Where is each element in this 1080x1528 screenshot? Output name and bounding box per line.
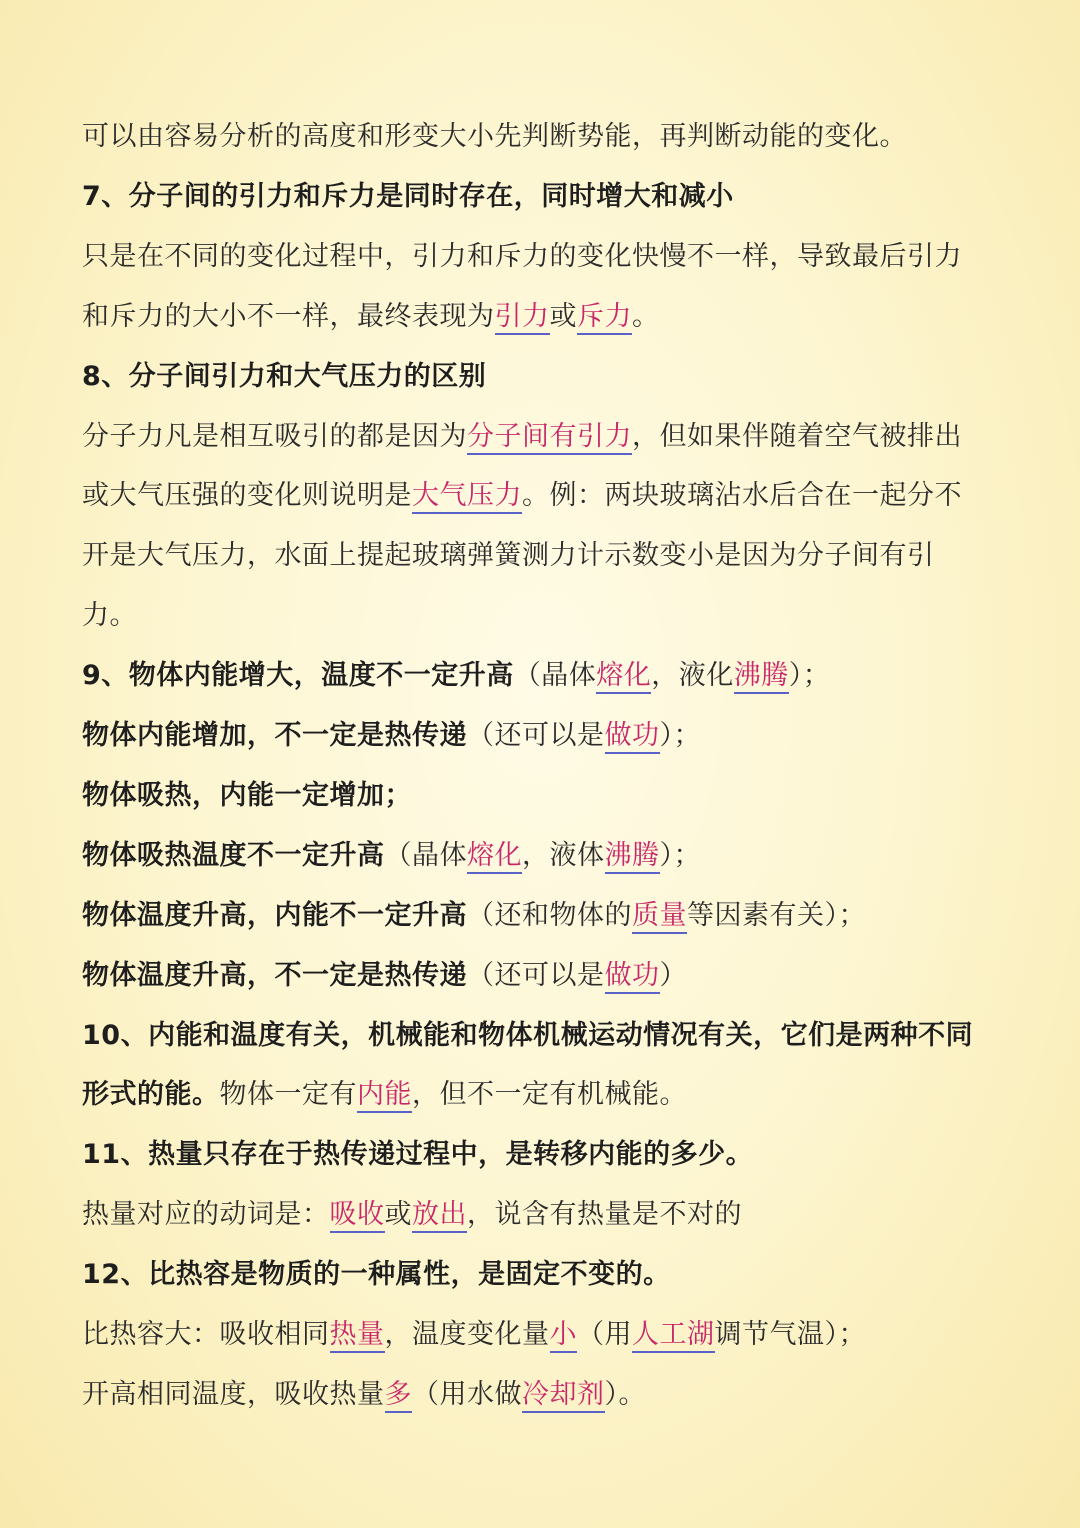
text-line	[82, 355, 1010, 399]
text-segment: 力。	[82, 600, 137, 631]
text-segment: 和斥力的大小不一样，最终表现为	[82, 301, 495, 332]
text-segment: 。例：两块玻璃沾水后合在一起分不	[522, 480, 962, 511]
text-line	[82, 115, 1010, 159]
text-line	[82, 235, 1010, 279]
highlighted-term: 分子间有引力	[467, 421, 632, 455]
text-segment: （还可以是	[467, 720, 605, 751]
text-segment: 。	[632, 301, 660, 332]
highlighted-term: 热量	[330, 1319, 385, 1353]
text-segment: ，但如果伴随着空气被排出	[632, 421, 962, 452]
text-segment: ）；	[659, 840, 701, 871]
text-segment: 物体一定有	[219, 1079, 357, 1110]
highlighted-term: 斥力	[577, 301, 632, 335]
text-segment: 形式的能。	[82, 1079, 220, 1110]
text-line	[82, 774, 1010, 818]
text-segment: ）；	[659, 720, 701, 751]
text-segment: ）。	[604, 1379, 646, 1410]
text-segment: ）	[659, 960, 687, 991]
text-segment: 11、热量只存在于热传递过程中，是转移内能的多少。	[82, 1139, 754, 1170]
text-segment: 8、分子间引力和大气压力的区别	[82, 361, 487, 392]
text-segment: 或大气压强的变化则说明是	[82, 480, 412, 511]
text-segment: （晶体	[513, 660, 597, 691]
highlighted-term: 冷却剂	[522, 1379, 605, 1413]
text-segment: 物体吸热温度不一定升高	[82, 840, 385, 871]
highlighted-term: 沸腾	[605, 840, 660, 874]
text-segment: （用水做	[412, 1379, 522, 1410]
text-line	[82, 1253, 1010, 1297]
text-line	[82, 1073, 1010, 1117]
text-segment: 物体内能增加，不一定是热传递	[82, 720, 467, 751]
text-line	[82, 175, 1010, 219]
text-segment: 分子力凡是相互吸引的都是因为	[82, 421, 467, 452]
text-segment: 调节气温）；	[714, 1319, 866, 1350]
text-segment: ，但不一定有机械能。	[412, 1079, 687, 1110]
text-segment: 12、比热容是物质的一种属性，是固定不变的。	[82, 1259, 671, 1290]
text-segment: 10、内能和温度有关，机械能和物体机械运动情况有关，它们是两种不同	[82, 1020, 974, 1051]
text-segment: （用	[577, 1319, 632, 1350]
text-line	[82, 654, 1010, 698]
text-line	[82, 415, 1010, 459]
text-segment: 物体温度升高，内能不一定升高	[82, 900, 467, 931]
text-segment: 9、物体内能增大，温度不一定升高	[82, 660, 514, 691]
text-segment: 物体吸热，内能一定增加；	[82, 780, 412, 811]
highlighted-term: 内能	[357, 1079, 412, 1113]
highlighted-term: 熔化	[467, 840, 522, 874]
text-segment: 物体温度升高，不一定是热传递	[82, 960, 467, 991]
highlighted-term: 做功	[605, 960, 660, 994]
text-segment: 开高相同温度，吸收热量	[82, 1379, 385, 1410]
text-line	[82, 834, 1010, 878]
highlighted-term: 人工湖	[632, 1319, 715, 1353]
text-line	[82, 1373, 1010, 1417]
text-line	[82, 1133, 1010, 1177]
highlighted-term: 引力	[495, 301, 550, 335]
highlighted-term: 做功	[605, 720, 660, 754]
text-line	[82, 534, 1010, 578]
highlighted-term: 熔化	[596, 660, 651, 694]
text-line	[82, 1193, 1010, 1237]
highlighted-term: 多	[385, 1379, 413, 1413]
highlighted-term: 质量	[632, 900, 687, 934]
text-segment: 只是在不同的变化过程中，引力和斥力的变化快慢不一样，导致最后引力	[82, 241, 962, 272]
text-segment: （晶体	[384, 840, 467, 871]
text-segment: 或	[549, 301, 577, 332]
text-segment: ）；	[788, 660, 831, 691]
text-segment: 7、分子间的引力和斥力是同时存在，同时增大和减小	[82, 181, 734, 212]
highlighted-term: 放出	[412, 1199, 467, 1233]
text-line	[82, 474, 1010, 518]
text-segment: 开是大气压力，水面上提起玻璃弹簧测力计示数变小是因为分子间有引	[82, 540, 935, 571]
text-line	[82, 295, 1010, 339]
text-segment: ，液体	[522, 840, 605, 871]
text-segment: 比热容大：吸收相同	[82, 1319, 330, 1350]
highlighted-term: 吸收	[330, 1199, 385, 1233]
text-segment: ，温度变化量	[384, 1319, 550, 1350]
text-segment: ，液化	[651, 660, 734, 691]
text-segment: （还可以是	[467, 960, 605, 991]
text-line	[82, 714, 1010, 758]
text-segment: ，说含有热量是不对的	[467, 1199, 742, 1230]
text-line	[82, 594, 1010, 638]
highlighted-term: 沸腾	[734, 660, 789, 694]
highlighted-term: 大气压力	[412, 480, 522, 514]
text-segment: 等因素有关）；	[687, 900, 866, 931]
text-line	[82, 1014, 1010, 1058]
text-line	[82, 954, 1010, 998]
text-line	[82, 894, 1010, 938]
text-segment: （还和物体的	[467, 900, 632, 931]
highlighted-term: 小	[550, 1319, 578, 1353]
text-segment: 可以由容易分析的高度和形变大小先判断势能，再判断动能的变化。	[82, 121, 907, 152]
text-segment: 或	[384, 1199, 412, 1230]
text-line	[82, 1313, 1010, 1357]
text-segment: 热量对应的动词是：	[82, 1199, 330, 1230]
